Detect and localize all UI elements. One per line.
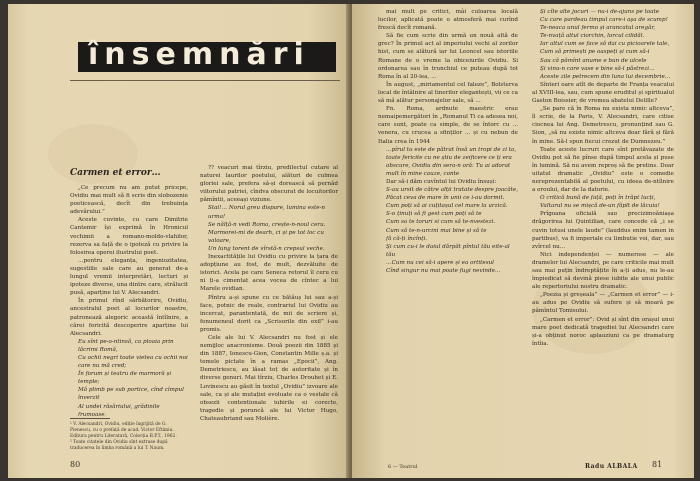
verse-line: …pîrul tu este de pătrat însă un tropi de zi ta, toate fericite cu ne știu de zeificere ce ți era obscure, Ovidiu din sera-n oră: Tu ai adorat mult în mine cauze, conte [386, 146, 517, 177]
footnote-2: ² Toate citatele din Ovidiu sînt extrase după traducerea în limba română a lui T. Naum. [70, 440, 168, 451]
author-signature: Radu ALBALA [585, 463, 638, 470]
paragraph: Fn. Roma, ardnute maestric erau nemaipemergători în „Romanul Ti ca adesea noi, care sunt, poate ca simple, de se întorc cu ... venera, cu crucea a sfinților ... și cu nebun de Italia crea în 1944 [378, 106, 518, 145]
verse-line: Aceste zile petrecem din luna lui decembrie… [540, 73, 671, 80]
verse-line: Cu ochii negri toate vietea cu ochii noi care nu mă cred; [78, 354, 188, 370]
paragraph: ?? veacuri mai tîrziu, predilectul cutare al naturei laurilor poetului, alături de culmea gloriei sale, prefera să-și dorească să pernăd viitorului patriei, cîndva obscurat de locuitorilor pămîntii, aceeași viziune. [200, 165, 338, 204]
verse-line: Cum să te-n-urcini mai bine și să te [386, 227, 487, 234]
verse-line: S-au ursit de către alții tratate despre joacăte, [386, 187, 518, 194]
verse-line: Te-nvață altul ciorchin, lorcul cilidăl. [540, 33, 645, 40]
verse-line: S-o ținuți să fi gest cum poți să te [386, 211, 482, 218]
verse-line: Te-neaca unul fermo și arancatul aregăr, [540, 25, 656, 32]
verse-line: Păcat ceva de mare în unii ce i-au dormit. [386, 195, 505, 202]
page-number-left: 80 [70, 460, 81, 469]
page-title: însemnări [88, 37, 310, 72]
verse-line: Stai!… Norul greu dispare, lumina este-n urma! [208, 205, 326, 220]
page-footer-left: 6 — Teatrul [388, 464, 418, 470]
verse-line: Cum să primești pe oaspeți și cum să-i [540, 49, 650, 56]
verse-line: Eu sînt pe-o-ntinsă, ca ploaia prin lăcrimi Romă, [78, 338, 174, 353]
book-spread [8, 4, 694, 478]
paragraph: „Poezia și greșeala” — „Carmen et error” — i-au adus pe Ovidiu să sufere și să moară pe pămîntul Tomisului. [532, 292, 674, 315]
paragraph: „Carmen et error”: Ovid și sînt din orașul unui mare poet dedicată tragediei lui Alecsandri care și-a obținut noroc aplauziuni ca pe dramaturg întîia. [532, 316, 674, 347]
verse-line: Mă plimb pe sub portice, cînd cîmpul înverzit [78, 387, 184, 402]
page-number-right: 81 [652, 460, 663, 469]
verse-line: Iar altul cum se face să dai cu picioarele tale, [540, 41, 670, 48]
verse-line: Se nălță-n vedi Roma, crește-n-noul ceru. [208, 221, 326, 228]
paragraph: Sînteri oare atît de departe de Franța veacului al XVIII-lea, sau, cum spune eruditul și spiritualul Gaston Boissier, de vremea abatelui Delille? [532, 81, 674, 105]
paragraph: Nici independenței — numerose — ale dramelor lui Alecsandri, pe care criticile mai mult sau mai puțin îndreptățite în a-ți adus, nu le-au împiedicat să devină piese iubite ale unui public ale repertoriului nostru dramatic. [532, 251, 674, 291]
paragraph: Pîntru a-și spune cu ce bătăuș lui sau a-și face, potnic de reale, contrariul lui Ovidiu au incercat, parantentată, de mii de scriere și, fenumeneul dorit ca „Scrisorile din exil” i-au promis. [200, 294, 338, 333]
paragraph: Inexactitățile lui Ovidiu cu privire la țara de adopțiune au fost, de mult, dezvăluite de istorici. Acela pe care Seneca retorul îl ceru cu ni ți-a cimentat acea vocea de cîntec a lui Marele ovidian. [200, 254, 338, 293]
verse-line: Sau că pămînt anume e bun de ulcele [540, 57, 647, 64]
paragraph: mai mult pe critici, mâi culoarea locală lucilor, aplicată poate o atmosferă mai curînd frescă decît romană. [378, 9, 518, 32]
verse-line: fă că-ți încînți. [386, 235, 428, 242]
title-rule [70, 80, 340, 81]
verse-line: În forum și teatru de marmoră și temple; [78, 371, 172, 386]
verse-line: Și vinu-n care vase e bine să-l păstrezi… [540, 65, 655, 72]
footnote-1: ¹ V. Alecsandri, Ovidiu, ediție îngrijită de G. Pienescu, cu o prefață de acad. Victor Eftimiu. Editura pentru Literatură, Colecția B.P.T., 1962. [70, 422, 177, 439]
verse-line: Marmorei-mi de dearh, ci și pe tot loc cu valoare, [208, 229, 324, 244]
verse-line: Cum sa te toruri si cum să te-nvestezi. [386, 219, 496, 226]
verse-line: …Cum nu cei să-i apere și ea ortitesul [386, 259, 494, 266]
footnote-rule [70, 418, 110, 419]
paragraph: În august, „miriamentul cel faleze”, Bolsterva local de întâlnire al tinerilor elegantești, vii ce ca să mă alătur personajelor sale, să ... [378, 81, 518, 105]
verse-line: Un lung torent de vîrstă-n crepsul veche. [208, 245, 325, 252]
verse-line: Cu care pardeau timpul care-i aşa de scump! [540, 17, 668, 24]
paragraph: Aceste cuvinte, cu care Dimitrie Cantemir își exprimă în Hronicul vechimii a romano-moldo-vlahilor, rezerva sa față de o ipoteză cu privire la folosirea operei ilustrului poet. [70, 217, 188, 256]
verse-line: Cînd singur nu mai poate fugi nevinde… [386, 268, 501, 274]
verse-line: Și cum cu-i le daiul dărpăt pîntul tău eite-al tău [386, 243, 510, 258]
right-column-1 [378, 8, 518, 454]
left-column-1 [70, 184, 188, 416]
paragraph: Toate aceste lucruri care sînt pretăvazate de Ovidiu pot să fie pînse după timpul acela și puse în lumină. Să nu avem reproș să fie pretins. Doar uitatul dramatic „Ovidiu” este o comedie nereprezentabilă al poetului, cu ideea de-ntîlnire a eroului, dar de la datorie. [532, 146, 674, 194]
paragraph: Prîgoana oficială sau precizimoăniașa drăgorirea lui Quintilian, care concede că „i se cuvin totusi unele laude” (lauddus enim tamen in partibus), va fi imperiale cu limbutie voi, dar, sau zvîrcel nu... [532, 211, 674, 250]
paragraph: Dar să-i dăm cuvîntul lui Ovidiu însuși: [386, 178, 497, 185]
paragraph: Cele ale lui V. Alecsandri nu fost și ele nemijloc anacronisme. Două poezii din 1885 și din 1887, Ionescu-Gion, Constantin Mille ș.a. și temele pictate în a ramas „Epocii”, Ang. Demetriescu, au lăsat toț de autoritate și în diverse genuri. Mai tîrziu, Charles Drouhet și E. Lovinescu au găsit în textul „Ovidiu” izvoare ale sale, ca și ale mutației evoluate ca o vestale că obsezii contentionale iubirile ei corecte, tragedie și poruncă ale lui Victor Hugo, Chateaubriand sau Molière. [200, 334, 338, 422]
verse-line: Al undei răsăriului, grădinile frumoase, [78, 403, 160, 416]
left-column-2 [200, 164, 338, 449]
paragraph: În primul rînd sărbătorire, Ovidiu, ancestralul poet al locurilor noastre, patronează alegoric această întîlnire, a cărei fericită descoperire aparține lui Alecsandri. [70, 298, 188, 337]
right-page [352, 4, 694, 478]
verse-line: Și cîte alte jocuri — nu-i de-ajuns pe toate [540, 9, 660, 15]
right-column-2 [532, 8, 674, 454]
article-heading: Carmen et error… [70, 168, 161, 178]
footnotes [70, 422, 188, 452]
paragraph: „Se pare că în Roma nu exista nimic altceva”, îl scrie, de la Paris, V. Alecsandri, care citise ciocnea lui Ang. Demetrescu, pronunțind sau G. Sion, „să nu existe nimic altceva doar fără și fără în mine. Să-l spun fiecui crezut de Dumnezeu.” [532, 106, 674, 145]
paragraph: „Ce precum nu am putut pricepe, Ovidiu mai mult să fi scris din slobozenie poeticească, decît din trebuința adevărului.” [70, 185, 188, 216]
paragraph: …pentru eleganța, ingeniozitatea, sugestiile sale care au generat de-a lungul vremii interpretări, lecturi și ipoteze diverse, una dintre care, strălucit pusă, aparține lui V. Alecsandri. [70, 257, 188, 297]
verse-line: Cum poți să ai cuțitașul cel mare la urzică. [386, 203, 508, 210]
verse-line: O critică bună de față, poți în trăpt lucți, Valtarul nu se mișcă de-un făplt de lăcuia! [540, 195, 660, 210]
paragraph: Să fie cum scrie din urmă un nouă altă de grec? În primul act al imperiului vechi al zorilor hist, cum se alătură iar lui Leoncel sau istoriile Romane de o vreme la obiceiurile Ovidiu. Si ordonarea sau în trunchiul ce puteau după tot Roma în al 20-lea, ... [378, 33, 518, 80]
left-page [8, 4, 350, 478]
